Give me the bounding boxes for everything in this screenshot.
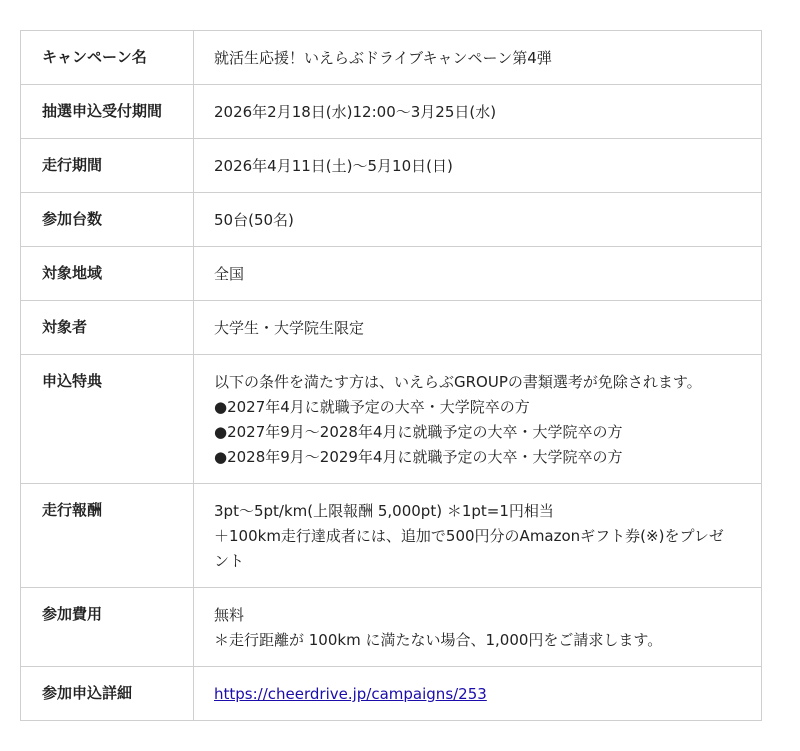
row-label-application-period: 抽選申込受付期間 bbox=[42, 102, 163, 120]
row-value-cell bbox=[194, 301, 762, 355]
row-label-driving-period: 走行期間 bbox=[42, 156, 103, 174]
target-region-value: 全国 bbox=[214, 265, 245, 283]
row-label-target-audience: 対象者 bbox=[42, 318, 88, 336]
campaign-info-table bbox=[20, 30, 762, 721]
row-value-cell bbox=[194, 588, 762, 667]
table-row bbox=[21, 139, 762, 193]
row-label-cell bbox=[21, 247, 194, 301]
table-row bbox=[21, 31, 762, 85]
benefit-line: ●2028年9月〜2029年4月に就職予定の大卒・大学院卒の方 bbox=[214, 448, 623, 466]
row-label-participants: 参加台数 bbox=[42, 210, 103, 228]
reward-line: ＋100km走行達成者には、追加で500円分のAmazonギフト券(※)をプレゼント bbox=[214, 527, 724, 570]
row-value-cell bbox=[194, 139, 762, 193]
row-value-cell bbox=[194, 85, 762, 139]
application-period-value: 2026年2月18日(水)12:00〜3月25日(水) bbox=[214, 103, 497, 121]
driving-period-value: 2026年4月11日(土)〜5月10日(日) bbox=[214, 157, 453, 175]
row-label-application-benefit: 申込特典 bbox=[42, 372, 103, 390]
table-row bbox=[21, 667, 762, 721]
row-value-cell bbox=[194, 355, 762, 484]
table-row bbox=[21, 588, 762, 667]
row-label-cell bbox=[21, 139, 194, 193]
table-row bbox=[21, 355, 762, 484]
row-label-target-region: 対象地域 bbox=[42, 264, 103, 282]
table-row bbox=[21, 247, 762, 301]
row-value-cell bbox=[194, 484, 762, 588]
campaign-details-link[interactable]: https://cheerdrive.jp/campaigns/253 bbox=[214, 685, 487, 703]
row-value-cell bbox=[194, 193, 762, 247]
campaign-name-value: 就活生応援！いえらぶドライブキャンペーン第4弾 bbox=[214, 49, 552, 67]
table-row bbox=[21, 484, 762, 588]
row-value-cell bbox=[194, 247, 762, 301]
row-label-cell bbox=[21, 31, 194, 85]
reward-line: 3pt〜5pt/km(上限報酬 5,000pt) ＊1pt=1円相当 bbox=[214, 502, 554, 520]
target-audience-value: 大学生・大学院生限定 bbox=[214, 319, 365, 337]
row-label-cell bbox=[21, 588, 194, 667]
row-label-participation-fee: 参加費用 bbox=[42, 605, 103, 623]
row-value-cell bbox=[194, 31, 762, 85]
row-label-application-details: 参加申込詳細 bbox=[42, 684, 133, 702]
row-value-cell bbox=[194, 667, 762, 721]
row-label-campaign-name: キャンペーン名 bbox=[42, 48, 147, 66]
row-label-driving-reward: 走行報酬 bbox=[42, 501, 103, 519]
table-row bbox=[21, 301, 762, 355]
row-label-cell bbox=[21, 355, 194, 484]
row-label-cell bbox=[21, 193, 194, 247]
fee-line: 無料 bbox=[214, 606, 245, 624]
table-row bbox=[21, 193, 762, 247]
benefit-line: ●2027年4月に就職予定の大卒・大学院卒の方 bbox=[214, 398, 530, 416]
fee-line: ＊走行距離が 100km に満たない場合、1,000円をご請求します。 bbox=[214, 631, 663, 649]
table-row bbox=[21, 85, 762, 139]
participants-value: 50台(50名) bbox=[214, 211, 294, 229]
benefit-line: ●2027年9月〜2028年4月に就職予定の大卒・大学院卒の方 bbox=[214, 423, 623, 441]
row-label-cell bbox=[21, 484, 194, 588]
row-label-cell bbox=[21, 667, 194, 721]
row-label-cell bbox=[21, 85, 194, 139]
row-label-cell bbox=[21, 301, 194, 355]
benefit-line: 以下の条件を満たす方は、いえらぶGROUPの書類選考が免除されます。 bbox=[214, 373, 702, 391]
